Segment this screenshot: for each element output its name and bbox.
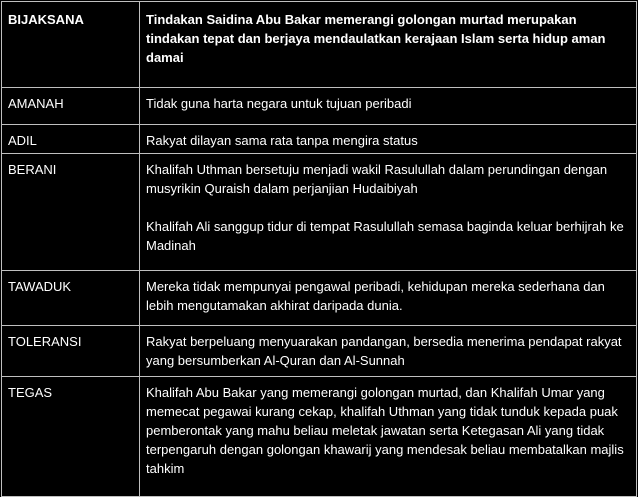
table-row (2, 88, 637, 125)
description-text: Khalifah Abu Bakar yang memerangi golongan murtad, dan Khalifah Umar yang memecat pegawai kurang cekap, khalifah Uthman yang tidak tunduk kepada puak pemberontak yang mahu beliau meletak jawatan serta Ketegasan Ali yang tidak terpengaruh dengan golongan khawarij yang mendesak beliau membatalkan majlis tahkim (146, 385, 624, 476)
table-row (2, 2, 637, 88)
trait-name: BIJAKSANA (2, 2, 140, 88)
table-row (2, 154, 637, 271)
description-text: Tidak guna harta negara untuk tujuan peribadi (146, 96, 412, 111)
trait-name: TOLERANSI (2, 326, 140, 377)
trait-name: ADIL (2, 125, 140, 154)
trait-description (140, 271, 637, 326)
trait-description (140, 88, 637, 125)
trait-description (140, 125, 637, 154)
trait-description (140, 326, 637, 377)
description-text: Khalifah Uthman bersetuju menjadi wakil Rasulullah dalam perundingan dengan musyrikin Quraish dalam perjanjian Hudaibiyah (146, 162, 608, 196)
description-text: Khalifah Ali sanggup tidur di tempat Rasulullah semasa baginda keluar berhijrah ke Madinah (146, 219, 624, 253)
description-text: Tindakan Saidina Abu Bakar memerangi golongan murtad merupakan tindakan tepat dan berjaya mendaulatkan kerajaan Islam serta hidup aman damai (146, 12, 606, 65)
table-row (2, 125, 637, 154)
table-row (2, 271, 637, 326)
trait-name: TAWADUK (2, 271, 140, 326)
traits-table (1, 1, 637, 497)
table-row (2, 326, 637, 377)
trait-name: BERANI (2, 154, 140, 271)
trait-name: TEGAS (2, 377, 140, 497)
trait-description (140, 154, 637, 271)
description-text: Rakyat dilayan sama rata tanpa mengira status (146, 133, 418, 148)
paragraph-gap (146, 198, 631, 217)
trait-name: AMANAH (2, 88, 140, 125)
description-text: Rakyat berpeluang menyuarakan pandangan, bersedia menerima pendapat rakyat yang bersumberkan Al-Quran dan Al-Sunnah (146, 334, 622, 368)
trait-description (140, 2, 637, 88)
description-text: Mereka tidak mempunyai pengawal peribadi, kehidupan mereka sederhana dan lebih mengutamakan akhirat daripada dunia. (146, 279, 605, 313)
